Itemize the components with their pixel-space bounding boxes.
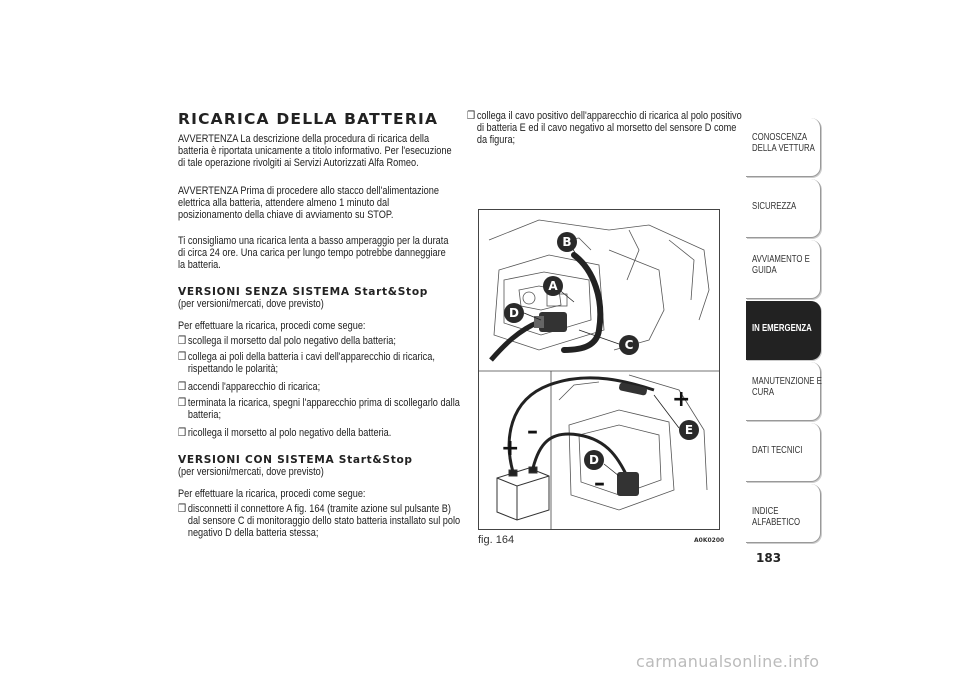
tab-sicurezza[interactable] <box>746 179 821 238</box>
list-item: ❒ ricollega il morsetto al polo negativo della batteria. <box>178 427 392 439</box>
tab-dati-tecnici[interactable] <box>746 423 821 482</box>
label-a: A <box>548 279 558 293</box>
tab-indice-alfabetico[interactable] <box>746 484 821 543</box>
plus-sign-top: + <box>672 387 691 412</box>
list-item: ❒ terminata la ricarica, spegni l'apparecchio prima di scollegarlo dalla batteria; <box>178 397 460 422</box>
checkbox-bullet-icon: ❒ <box>178 427 187 439</box>
tab-in-emergenza[interactable] <box>746 301 821 360</box>
figure-164 <box>478 209 720 530</box>
label-d-bottom: D <box>589 453 599 467</box>
section1-note: (per versioni/mercati, dove previsto) <box>178 298 324 310</box>
tab-label: MANUTENZIONE E CURA <box>752 376 822 398</box>
list-item: ❒ disconnetti il connettore A fig. 164 (tramite azione sul pulsante B) dal sensore C di monitoraggio dello stato batteria installato sul polo negativo D della batteria stessa; <box>178 503 461 540</box>
figure-caption: fig. 164 <box>478 534 515 546</box>
tab-conoscenza-della-vettura[interactable] <box>746 118 821 177</box>
advice-paragraph: Ti consigliamo una ricarica lenta a basso amperaggio per la durata di circa 24 ore. Una carica per lungo tempo potrebbe danneggiare la batteria. <box>178 235 449 272</box>
section-heading-with-start-stop: VERSIONI CON SISTEMA Start&Stop <box>178 454 413 466</box>
section-heading-without-start-stop: VERSIONI SENZA SISTEMA Start&Stop <box>178 286 429 298</box>
warning-paragraph-1: AVVERTENZA La descrizione della procedura di ricarica della batteria è riportata unicamente a titolo informativo. Per l'esecuzione di tale operazione rivolgiti ai Servizi Autorizzati Alfa Romeo. <box>178 133 452 170</box>
label-e: E <box>684 423 694 437</box>
checkbox-bullet-icon: ❒ <box>178 335 187 347</box>
label-d-top: D <box>509 306 519 320</box>
figure-code: A0K0200 <box>694 537 725 544</box>
checkbox-bullet-icon: ❒ <box>178 351 187 363</box>
tab-label: INDICE ALFABETICO <box>752 506 801 528</box>
tab-label: IN EMERGENZA <box>752 323 812 334</box>
battery-charging-illustration <box>479 210 719 529</box>
section2-intro: Per effettuare la ricarica, procedi come segue: <box>178 488 366 500</box>
tab-manutenzione-e-cura[interactable] <box>746 362 821 421</box>
checkbox-bullet-icon: ❒ <box>467 110 476 122</box>
plus-sign-battery: + <box>501 436 520 461</box>
tab-label: AVVIAMENTO E GUIDA <box>752 254 810 276</box>
list-item: ❒ collega ai poli della batteria i cavi dell'apparecchio di ricarica, rispettando le polarità; <box>178 351 435 376</box>
tab-label: CONOSCENZA DELLA VETTURA <box>752 132 815 154</box>
label-c: C <box>624 338 634 352</box>
watermark: carmanualsonline.info <box>636 652 820 671</box>
tab-label: DATI TECNICI <box>752 445 803 456</box>
minus-sign-battery: – <box>527 419 538 444</box>
minus-sign-sensor: – <box>594 471 605 496</box>
tab-label: SICUREZZA <box>752 201 797 212</box>
tab-avviamento-e-guida[interactable] <box>746 240 821 299</box>
list-item: ❒ collega il cavo positivo dell'apparecchio di ricarica al polo positivo di batteria E ed il cavo negativo al morsetto del sensore D come da figura; <box>467 110 742 147</box>
checkbox-bullet-icon: ❒ <box>178 397 187 409</box>
page-number: 183 <box>756 551 782 565</box>
section1-intro: Per effettuare la ricarica, procedi come segue: <box>178 320 366 332</box>
warning-paragraph-2: AVVERTENZA Prima di procedere allo stacco dell'alimentazione elettrica alla batteria, attendere almeno 1 minuto dal posizionamento della chiave di avviamento su STOP. <box>178 185 439 222</box>
section2-note: (per versioni/mercati, dove previsto) <box>178 466 324 478</box>
checkbox-bullet-icon: ❒ <box>178 381 187 393</box>
list-item: ❒ scollega il morsetto dal polo negativo della batteria; <box>178 335 396 347</box>
checkbox-bullet-icon: ❒ <box>178 503 187 515</box>
list-item: ❒ accendi l'apparecchio di ricarica; <box>178 381 321 393</box>
label-b: B <box>562 235 572 249</box>
page-title: RICARICA DELLA BATTERIA <box>178 110 439 128</box>
